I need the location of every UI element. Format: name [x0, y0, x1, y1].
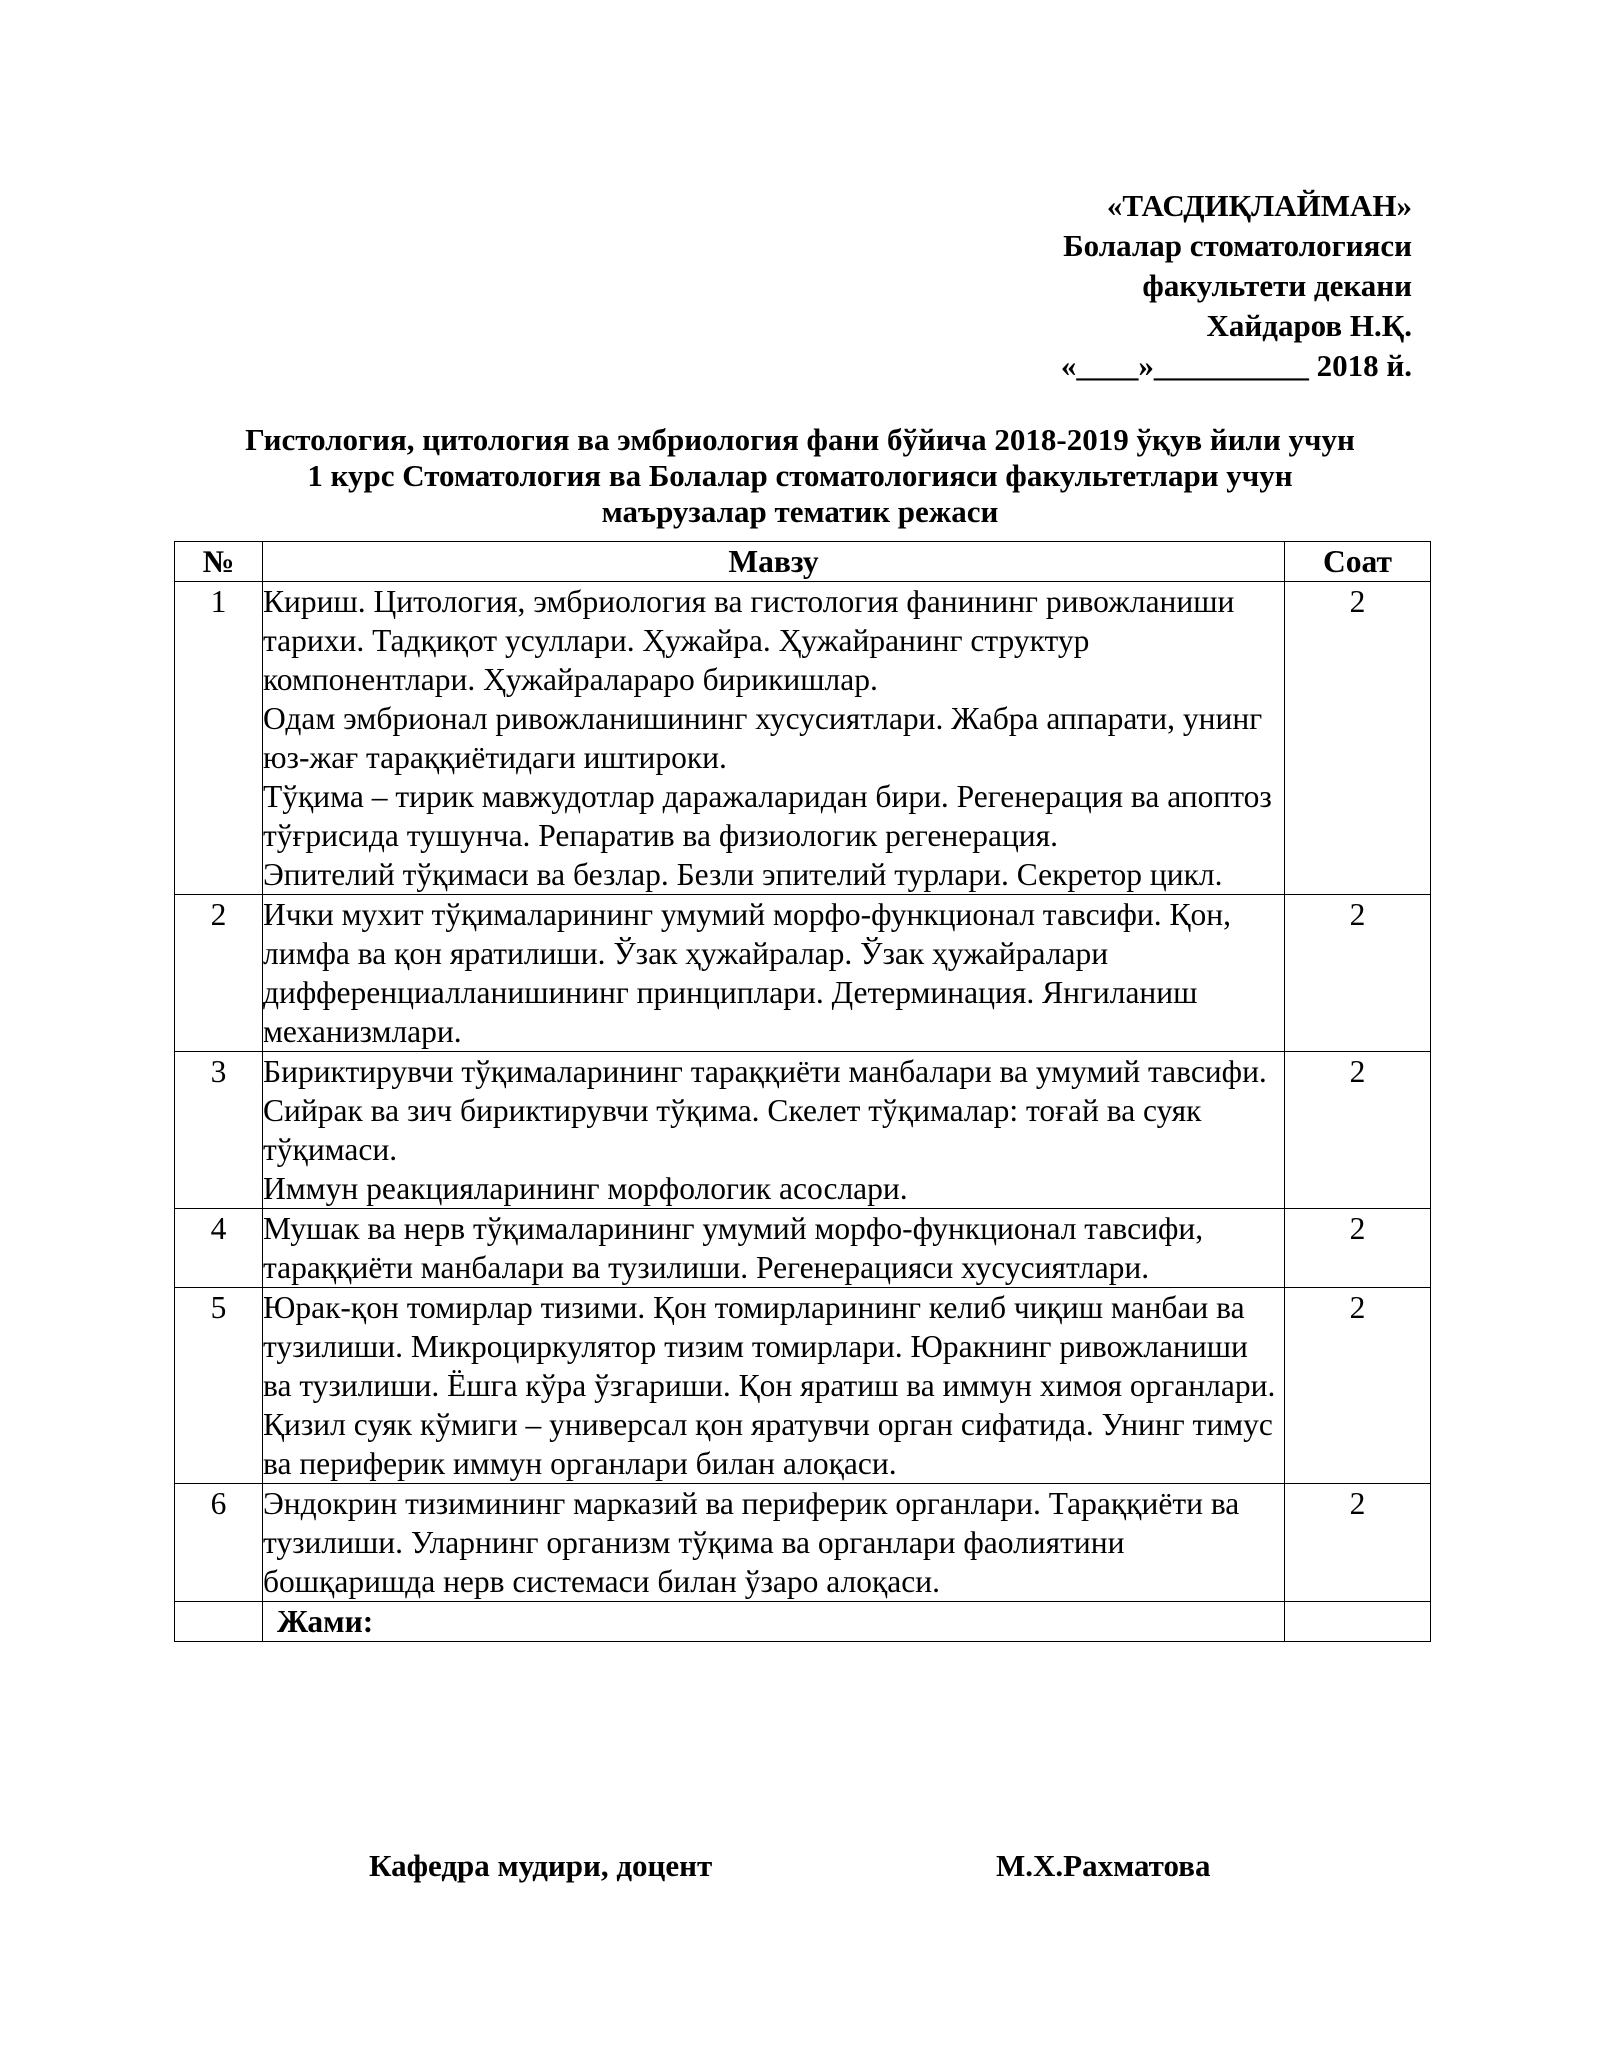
topic-paragraph: Бириктирувчи тўқималарининг тараққиёти манбалари ва умумий тавсифи. Сийрак ва зич бириктирувчи тўқима. Скелет тўқималар: тоғай ва суяк тўқимаси. [263, 1054, 1267, 1167]
table-row [175, 1209, 1431, 1288]
topic-paragraph: Кириш. Цитология, эмбриология ва гистология фанининг ривожланиши тарихи. Тадқиқот усуллари. Ҳужайра. Ҳужайранинг структур компонентлари. Ҳужайралараро бирикишлар. [263, 584, 1235, 697]
approval-heading: «ТАСДИҚЛАЙМАН» [1106, 188, 1412, 223]
topic-paragraph: Эпителий тўқимаси ва безлар. Безли эпителий турлари. Секретор цикл. [263, 857, 1223, 892]
row-number: 4 [175, 1209, 263, 1288]
approval-person: Хайдаров Н.Қ. [1206, 308, 1412, 343]
title-line-3: маърузалар тематик режаси [601, 494, 999, 529]
row-number: 3 [175, 1052, 263, 1209]
signature-position: Кафедра мудири, доцент [369, 1848, 713, 1883]
row-topic [263, 1052, 1285, 1209]
header-hours: Соат [1285, 542, 1431, 582]
row-hours: 2 [1285, 1484, 1431, 1602]
table-total-row [175, 1602, 1431, 1642]
total-label: Жами: [263, 1602, 1285, 1642]
topic-paragraph: Эндокрин тизимининг марказий ва периферик органлари. Тараққиёти ва тузилиши. Уларнинг организм тўқима ва органлари фаолиятини бошқаришда нерв системаси билан ўзаро алоқаси. [263, 1486, 1240, 1599]
lecture-plan-table [174, 541, 1431, 1642]
row-topic [263, 582, 1285, 895]
row-number: 5 [175, 1288, 263, 1484]
approval-date: «____»__________ 2018 й. [1060, 348, 1412, 383]
row-number: 1 [175, 582, 263, 895]
approval-block [1061, 186, 1412, 386]
approval-role: факультети декани [1142, 268, 1412, 303]
row-hours: 2 [1285, 1288, 1431, 1484]
topic-paragraph: Тўқима – тирик мавжудотлар даражаларидан бири. Регенерация ва апоптоз тўғрисида тушунча. Репаратив ва физиологик регенерация. [263, 779, 1272, 853]
title-line-1: Гистология, цитология ва эмбриология фани бўйича 2018-2019 ўқув йили учун [245, 422, 1355, 457]
topic-paragraph: Одам эмбрионал ривожланишининг хусусиятлари. Жабра аппарати, унинг юз-жағ тараққиётидаги иштироки. [263, 701, 1263, 775]
table-row [175, 582, 1431, 895]
topic-paragraph: Мушак ва нерв тўқималарининг умумий морфо-функционал тавсифи, тараққиёти манбалари ва тузилиши. Регенерацияси хусусиятлари. [263, 1211, 1204, 1285]
total-hours-cell [1285, 1602, 1431, 1642]
topic-paragraph: Иммун реакцияларининг морфологик асослари. [263, 1171, 908, 1206]
topic-paragraph: Ички мухит тўқималарининг умумий морфо-функционал тавсифи. Қон, лимфа ва қон яратилиши. Ўзак ҳужайралар. Ўзак ҳужайралари дифференциалланишининг принциплари. Детерминация. Янгиланиш механизмлари. [263, 897, 1231, 1049]
row-hours: 2 [1285, 1209, 1431, 1288]
header-topic: Мавзу [263, 542, 1285, 582]
header-number: № [175, 542, 263, 582]
approval-org: Болалар стоматологияси [1063, 228, 1412, 263]
document-title [160, 422, 1440, 530]
row-hours: 2 [1285, 582, 1431, 895]
title-line-2: 1 курс Стоматология ва Болалар стоматологияси факультетлари учун [307, 458, 1293, 493]
row-hours: 2 [1285, 895, 1431, 1052]
table-row [175, 1052, 1431, 1209]
row-topic [263, 895, 1285, 1052]
row-hours: 2 [1285, 1052, 1431, 1209]
table-row [175, 1484, 1431, 1602]
signature-name: М.Х.Рахматова [996, 1848, 1211, 1883]
row-topic [263, 1288, 1285, 1484]
row-number: 2 [175, 895, 263, 1052]
total-number-cell [175, 1602, 263, 1642]
row-topic [263, 1484, 1285, 1602]
topic-paragraph: Юрак-қон томирлар тизими. Қон томирларининг келиб чиқиш манбаи ва тузилиши. Микроциркулятор тизим томирлари. Юракнинг ривожланиши ва тузилиши. Ёшга кўра ўзгариши. Қон яратиш ва иммун химоя органлари. Қизил суяк кўмиги – универсал қон яратувчи орган сифатида. Унинг тимус ва периферик иммун органлари билан алоқаси. [263, 1290, 1276, 1481]
row-topic [263, 1209, 1285, 1288]
table-header-row [175, 542, 1431, 582]
table-row [175, 1288, 1431, 1484]
row-number: 6 [175, 1484, 263, 1602]
table-row [175, 895, 1431, 1052]
